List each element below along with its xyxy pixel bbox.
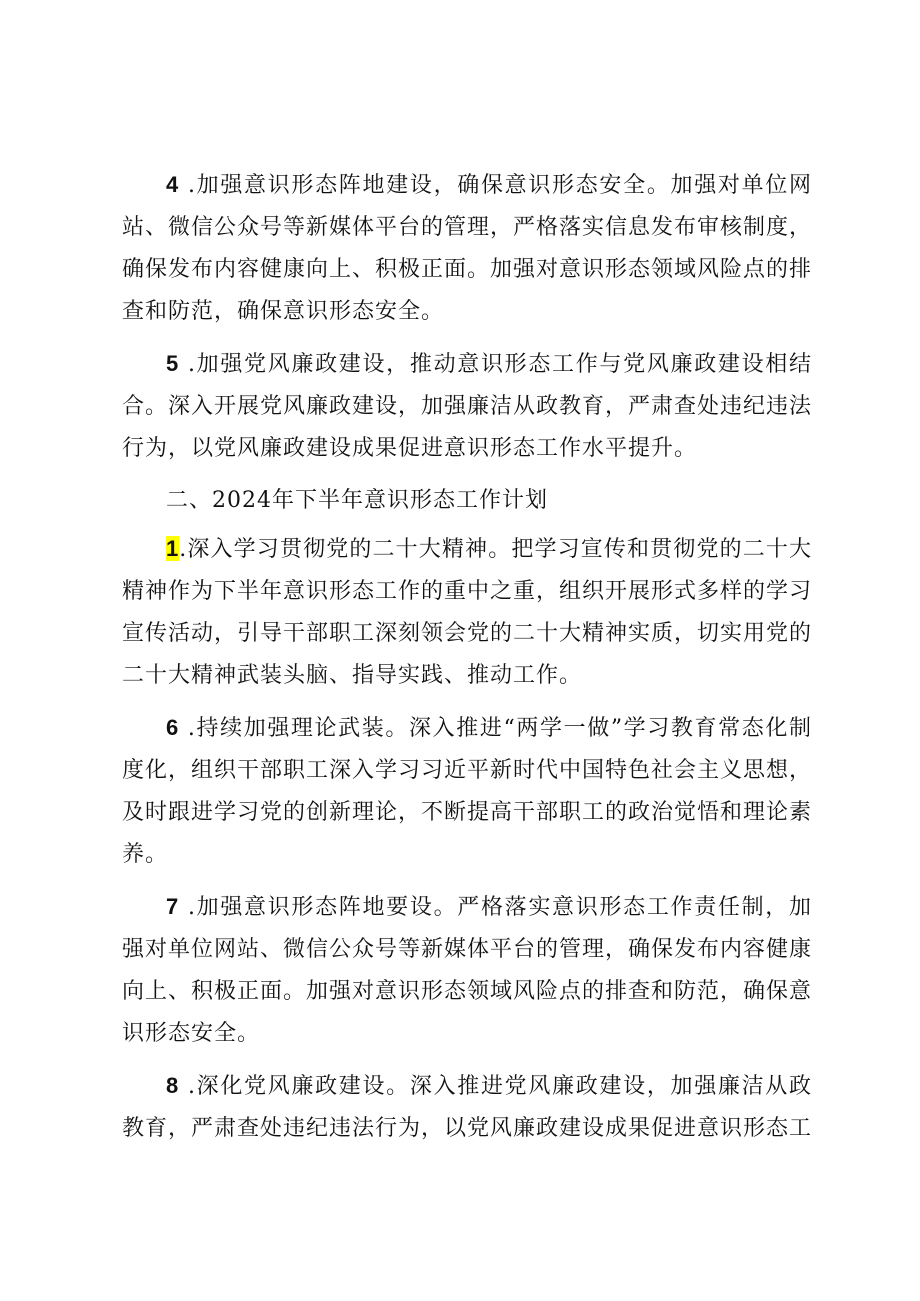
- paragraph-text: .深化党风廉政建设。深入推进党风廉政建设，加强廉洁从政教育，严肃查处违纪违法行为，以党风廉政建设成果促进意识形态工: [122, 1074, 813, 1141]
- paragraph-item-8: [122, 1065, 812, 1150]
- paragraph-text: .加强意识形态阵地要设。严格落实意识形态工作责任制，加强对单位网站、微信公众号等新媒体平台的管理，确保发布内容健康向上、积极正面。加强对意识形态领域风险点的排查和防范，确保意识形态安全。: [122, 895, 813, 1046]
- item-number: 4: [166, 172, 180, 197]
- paragraph-item-4: [122, 164, 812, 333]
- paragraph-text: .持续加强理论武装。深入推进“两学一做”学习教育常态化制度化，组织干部职工深入学习习近平新时代中国特色社会主义思想，及时跟进学习党的创新理论，不断提高干部职工的政治觉悟和理论素养。: [122, 716, 813, 867]
- item-number: 5: [166, 351, 180, 376]
- paragraph-text: .加强意识形态阵地建设，确保意识形态安全。加强对单位网站、微信公众号等新媒体平台的管理，严格落实信息发布审核制度，确保发布内容健康向上、积极正面。加强对意识形态领域风险点的排查和防范，确保意识形态安全。: [122, 173, 813, 324]
- item-number: 7: [166, 894, 180, 919]
- document-body: [122, 164, 812, 1160]
- paragraph-item-7: [122, 886, 812, 1055]
- paragraph-item-6: [122, 707, 812, 876]
- paragraph-item-5: [122, 343, 812, 470]
- paragraph-text: .深入学习贯彻党的二十大精神。把学习宣传和贯彻党的二十大精神作为下半年意识形态工作的重中之重，组织开展形式多样的学习宣传活动，引导干部职工深刻领会党的二十大精神实质，切实用党的二十大精神武装头脑、指导实践、推动工作。: [122, 537, 813, 688]
- section-heading: 二、2024年下半年意识形态工作计划: [166, 488, 548, 513]
- paragraph-text: .加强党风廉政建设，推动意识形态工作与党风廉政建设相结合。深入开展党风廉政建设，加强廉洁从政教育，严肃查处违纪违法行为，以党风廉政建设成果促进意识形态工作水平提升。: [122, 352, 813, 461]
- item-number: 8: [166, 1073, 180, 1098]
- paragraph-item-1: [122, 528, 812, 697]
- highlighted-item-number: 1: [166, 536, 180, 561]
- item-number: 6: [166, 715, 180, 740]
